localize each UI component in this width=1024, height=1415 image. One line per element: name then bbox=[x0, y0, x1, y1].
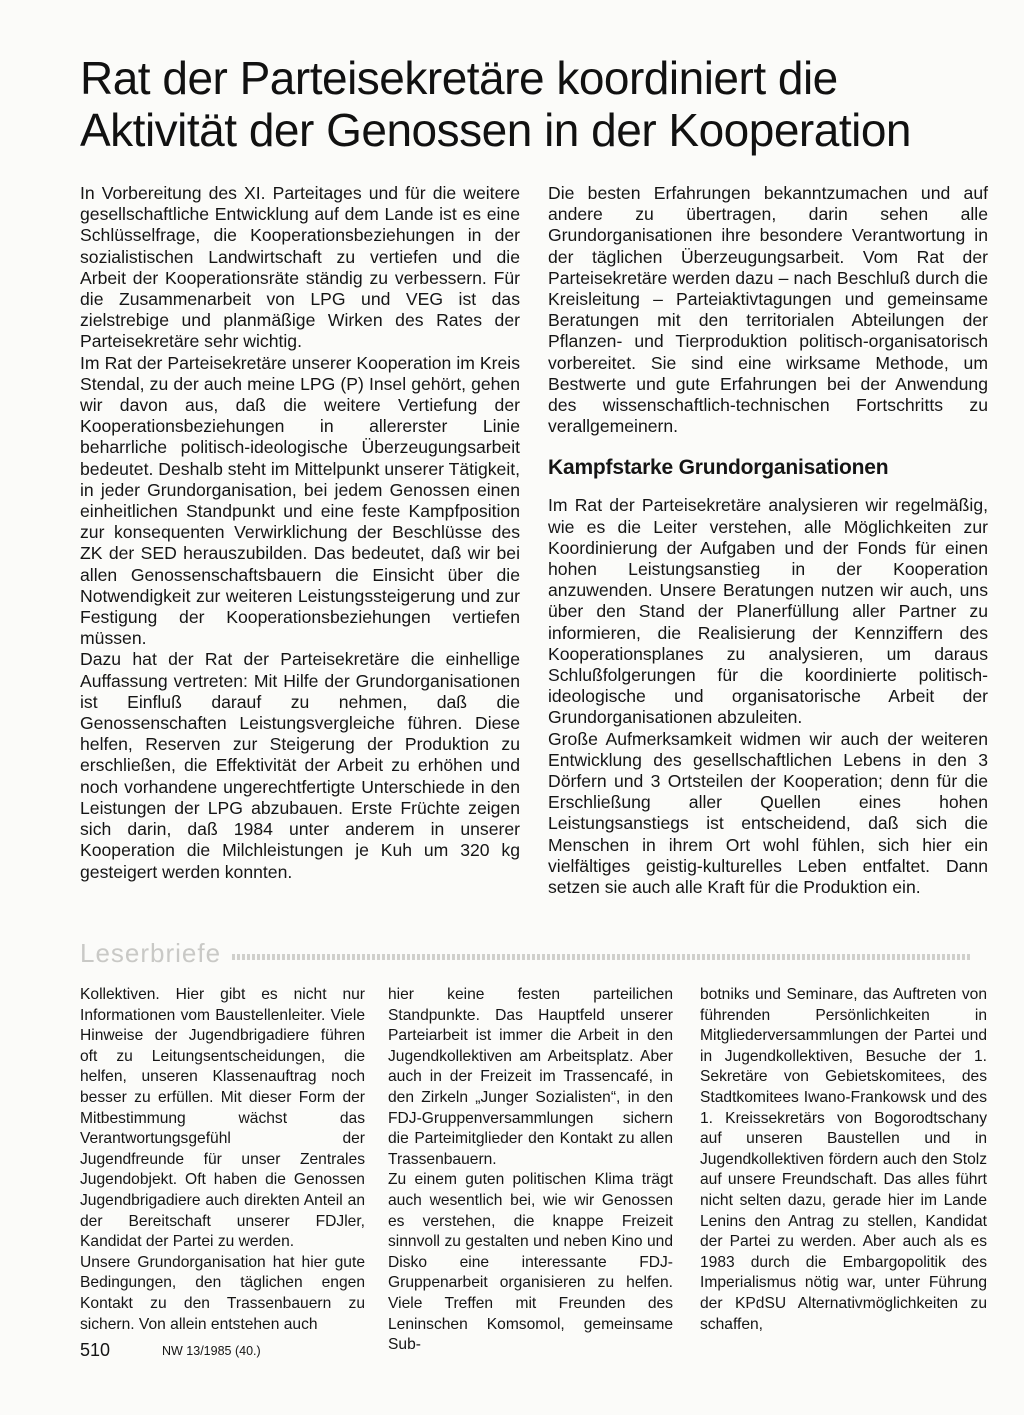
letter-paragraph: Unsere Grundorganisation hat hier gute Bedingungen, den täglichen engen Kontakt zu den Trassenbauern zu sichern. Von allein entstehen auch bbox=[80, 1253, 365, 1333]
section-divider bbox=[232, 954, 972, 960]
article-subheading: Kampfstarke Grundorganisationen bbox=[548, 456, 889, 480]
issue-label: NW 13/1985 (40.) bbox=[162, 1344, 261, 1358]
section-label: Leserbriefe bbox=[80, 938, 222, 968]
article-headline: Rat der Parteisekretäre koordiniert die Aktivität der Genossen in der Kooperation bbox=[80, 52, 911, 156]
article-column-left bbox=[80, 183, 520, 883]
article-column-right bbox=[548, 183, 988, 898]
letters-column-2 bbox=[388, 985, 673, 1356]
page-footer bbox=[80, 1338, 580, 1362]
article-paragraph: In Vorbereitung des XI. Parteitages und für die weitere gesellschaftliche Entwicklung auf dem Lande ist es eine Schlüsselfrage, die Kooperationsbeziehungen in der sozialistischen Landwirtschaft zu vertiefen und die Arbeit der Kooperationsräte ständig zu verbessern. Für die Zusammenarbeit von LPG und VEG ist das zielstrebige und planmäßige Wirken des Rates der Parteisekretäre sehr wichtig. bbox=[80, 183, 520, 352]
article-paragraph: Die besten Erfahrungen bekanntzumachen und auf andere zu übertragen, darin sehen alle Grundorganisationen ihre besondere Verantwortung in der täglichen Überzeugungsarbeit. Vom Rat der Parteisekretäre werden dazu – nach Beschluß durch die Kreisleitung – Parteiaktivtagungen und gemeinsame Beratungen mit den territorialen Abteilungen der Pflanzen- und Tierproduktion politisch-organisatorisch vorbereitet. Sie sind eine wirksame Methode, um Bestwerte und gute Erfahrungen bei der Anwendung des wissenschaftlich-technischen Fortschritts zu verallgemeinern. bbox=[548, 183, 988, 437]
article-paragraph: Im Rat der Parteisekretäre unserer Kooperation im Kreis Stendal, zu der auch meine LPG (P) Insel gehört, gehen wir davon aus, daß die weitere Vertiefung der Kooperationsbeziehungen in allererster Linie beharrliche politisch-ideologische Überzeugungsarbeit bedeutet. Deshalb steht im Mittelpunkt unserer Tätigkeit, in jeder Grundorganisation, bei jedem Genossen einen einheitlichen Standpunkt und eine feste Kampfposition zur konsequenten Verwirklichung der Beschlüsse des ZK der SED herauszubilden. Das bedeutet, daß wir bei allen Genossenschaftsbauern die Einsicht über die Notwendigkeit zur weiteren Leistungssteigerung und zur Festigung der Kooperationsbeziehungen vertiefen müssen. bbox=[80, 352, 520, 649]
article-paragraph: Im Rat der Parteisekretäre analysieren wir regelmäßig, wie es die Leiter verstehen, alle Möglichkeiten zur Koordinierung der Aufgaben und der Fonds für einen hohen Leistungsanstieg in der Kooperation anzuwenden. Unsere Beratungen nutzen wir auch, uns über den Stand der Planerfüllung aller Partner zu informieren, die Realisierung der Kennziffern des Kooperationsplanes zu analysieren, um daraus Schlußfolgerungen für die koordinierte politisch-ideologische und organisatorische Arbeit der Grundorganisationen abzuleiten. bbox=[548, 495, 988, 728]
letter-paragraph: hier keine festen parteilichen Standpunkte. Das Hauptfeld unserer Parteiarbeit ist immer die Arbeit in den Jugendkollektiven am Arbeitsplatz. Aber auch in der Freizeit im Trassencafé, in den Zirkeln „Junger Sozialisten“, in den FDJ-Gruppenversammlungen sichern die Parteimitglieder den Kontakt zu allen Trassenbauern. bbox=[388, 986, 673, 1168]
letter-paragraph: botniks und Seminare, das Auftreten von führenden Persönlichkeiten in Mitgliederversammlungen der Partei und in Jugendkollektiven, Besuche der 1. Sekretäre von Gebietskomitees, des Stadtkomitees Iwano-Frankowsk und des 1. Kreissekretärs von Bogorodtschany auf unseren Baustellen und in Jugendkollektiven fördern auch den Stolz auf unsere Freundschaft. Das alles führt nicht selten dazu, gerade hier im Lande Lenins den Antrag zu stellen, Kandidat der Partei zu werden. Aber auch als es 1983 durch die Embargopolitik des Imperialismus nötig war, unter Führung der KPdSU Alternativmöglichkeiten zu schaffen, bbox=[700, 986, 987, 1333]
letters-column-3 bbox=[700, 985, 987, 1335]
letter-paragraph: Kollektiven. Hier gibt es nicht nur Informationen vom Baustellenleiter. Viele Hinweise der Jugendbrigadiere führen oft zu Leitungsentscheidungen, die helfen, unseren Klassenauftrag noch besser zu erfüllen. Mit dieser Form der Mitbestimmung wächst das Verantwortungsgefühl der Jugendfreunde für unser Zentrales Jugendobjekt. Oft haben die Genossen Jugendbrigadiere auch direkten Anteil an der Bereitschaft unserer FDJler, Kandidat der Partei zu werden. bbox=[80, 986, 365, 1251]
letters-column-1 bbox=[80, 985, 365, 1335]
letter-paragraph: Zu einem guten politischen Klima trägt auch wesentlich bei, wie wir Genossen es verstehen, die knappe Freizeit sinnvoll zu gestalten und neben Kino und Disko eine interessante FDJ-Gruppenarbeit organisieren zu helfen. Viele Treffen mit Freunden des Leninschen Komsomol, gemeinsame Sub- bbox=[388, 1171, 673, 1354]
page-number: 510 bbox=[80, 1340, 111, 1360]
article-paragraph: Dazu hat der Rat der Parteisekretäre die einhellige Auffassung vertreten: Mit Hilfe der Grundorganisationen ist Einfluß darauf zu nehmen, daß die Genossenschaften Leistungsvergleiche führen. Diese helfen, Reserven zur Steigerung der Produktion zu erschließen, die Effektivität der Arbeit zu erhöhen und noch vorhandene ungerechtfertigte Unterschiede in den Leistungen der LPG abzubauen. Erste Früchte zeigen sich darin, daß 1984 unter anderem in unserer Kooperation die Milchleistungen je Kuh um 320 kg gesteigert werden konnten. bbox=[80, 649, 520, 882]
article-paragraph: Große Aufmerksamkeit widmen wir auch der weiteren Entwicklung des gesellschaftlichen Lebens in den 3 Dörfern und 3 Ortsteilen der Kooperation; denn für die Erschließung aller Quellen eines hohen Leistungsanstiegs ist entscheidend, daß sich die Menschen in ihrem Ort wohl fühlen, sich hier ein vielfältiges geistig-kulturelles Leben entfaltet. Dann setzen sie auch alle Kraft für die Produktion ein. bbox=[548, 728, 988, 898]
section-band bbox=[80, 938, 990, 968]
